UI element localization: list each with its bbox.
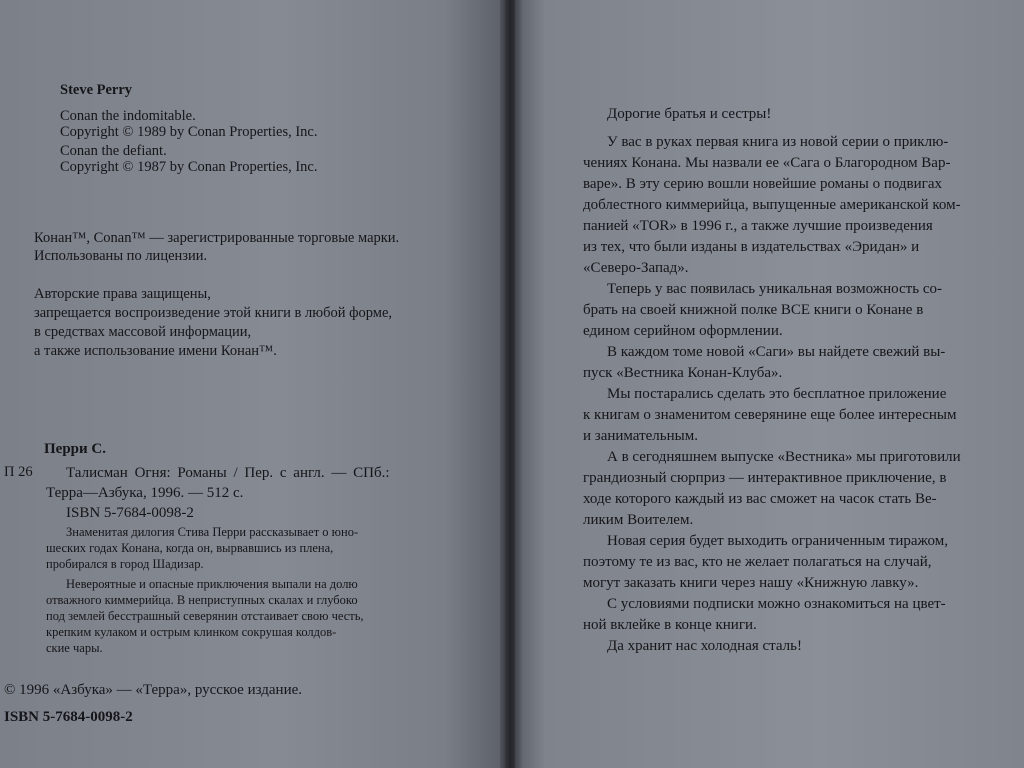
letter-line: «Северо-Запад». bbox=[583, 260, 689, 276]
trademark-line: Использованы по лицензии. bbox=[34, 248, 208, 264]
letter-line: пуск «Вестника Конан-Клуба». bbox=[583, 365, 783, 381]
right-page bbox=[515, 0, 1024, 768]
letter-line: ходе которого каждый из вас сможет на часок стать Ве- bbox=[583, 491, 937, 507]
annotation-line: шеских годах Конана, когда он, вырвавшись из плена, bbox=[46, 541, 334, 555]
letter-line: ликим Воителем. bbox=[583, 512, 694, 528]
letter-line: Новая серия будет выходить ограниченным тиражом, bbox=[607, 533, 949, 549]
rights-line: запрещается воспроизведение этой книги в любой форме, bbox=[34, 305, 393, 321]
catalog-code: П 26 bbox=[4, 464, 33, 480]
letter-line: поэтому те из вас, кто не желает полагаться на случай, bbox=[583, 554, 932, 570]
catalog-isbn: ISBN 5-7684-0098-2 bbox=[66, 505, 194, 521]
letter-line: В каждом томе новой «Саги» вы найдете свежий вы- bbox=[607, 344, 946, 360]
letter-line: У вас в руках первая книга из новой серии о приклю- bbox=[607, 134, 949, 150]
credits-book1-copyright: Copyright © 1989 by Conan Properties, Inc. bbox=[60, 124, 318, 140]
letter-line: едином серийном оформлении. bbox=[583, 323, 783, 339]
letter-line: панией «TOR» в 1996 г., а также лучшие произведения bbox=[583, 218, 933, 234]
isbn-bottom: ISBN 5-7684-0098-2 bbox=[4, 709, 133, 725]
letter-line: Да хранит нас холодная сталь! bbox=[607, 638, 803, 654]
annotation-line: Знаменитая дилогия Стива Перри рассказывает о юно- bbox=[66, 525, 359, 539]
catalog-entry-line: Талисман Огня: Романы / Пер. с англ. — СПб.: bbox=[66, 465, 390, 481]
letter-line: доблестного киммерийца, выпущенные американской ком- bbox=[583, 197, 961, 213]
annotation-line: Невероятные и опасные приключения выпали на долю bbox=[66, 577, 358, 591]
letter-greeting: Дорогие братья и сестры! bbox=[607, 106, 772, 122]
annotation-line: под землей бесстрашный северянин отстаивает свою честь, bbox=[46, 609, 364, 623]
left-page bbox=[0, 0, 505, 768]
credits-book1-title: Conan the indomitable. bbox=[60, 108, 196, 124]
letter-line: А в сегодняшнем выпуске «Вестника» мы приготовили bbox=[607, 449, 961, 465]
annotation-line: ские чары. bbox=[46, 641, 103, 655]
annotation-line: крепким кулаком и острым клинком сокрушая колдов- bbox=[46, 625, 337, 639]
letter-line: могут заказать книги через нашу «Книжную лавку». bbox=[583, 575, 919, 591]
book-gutter-shadow bbox=[500, 0, 522, 768]
rights-line: в средствах массовой информации, bbox=[34, 324, 252, 340]
letter-line: из тех, что были изданы в издательствах «Эридан» и bbox=[583, 239, 920, 255]
letter-line: Теперь у вас появилась уникальная возможность со- bbox=[607, 281, 942, 297]
credits-author: Steve Perry bbox=[60, 82, 133, 98]
letter-line: и занимательным. bbox=[583, 428, 698, 444]
annotation-line: пробирался в город Шадизар. bbox=[46, 557, 204, 571]
copyright-line: © 1996 «Азбука» — «Терра», русское издание. bbox=[4, 682, 303, 698]
letter-line: ной вклейке в конце книги. bbox=[583, 617, 757, 633]
letter-line: брать на своей книжной полке ВСЕ книги о Конане в bbox=[583, 302, 924, 318]
credits-book2-copyright: Copyright © 1987 by Conan Properties, Inc. bbox=[60, 159, 318, 175]
letter-line: к книгам о знаменитом северянине еще более интересным bbox=[583, 407, 957, 423]
letter-line: Мы постарались сделать это бесплатное приложение bbox=[607, 386, 947, 402]
credits-book2-title: Conan the defiant. bbox=[60, 143, 167, 159]
catalog-author: Перри С. bbox=[44, 441, 106, 457]
letter-line: С условиями подписки можно ознакомиться на цвет- bbox=[607, 596, 946, 612]
letter-line: чениях Конана. Мы назвали ее «Сага о Благородном Вар- bbox=[583, 155, 951, 171]
trademark-line: Конан™, Conan™ — зарегистрированные торговые марки. bbox=[34, 230, 400, 246]
catalog-entry-line: Терра—Азбука, 1996. — 512 с. bbox=[46, 485, 244, 501]
letter-line: грандиозный сюрприз — интерактивное приключение, в bbox=[583, 470, 947, 486]
letter-line: варе». В эту серию вошли новейшие романы о подвигах bbox=[583, 176, 942, 192]
annotation-line: отважного киммерийца. В неприступных скалах и глубоко bbox=[46, 593, 358, 607]
rights-line: Авторские права защищены, bbox=[34, 286, 211, 302]
rights-line: а также использование имени Конан™. bbox=[34, 343, 277, 359]
